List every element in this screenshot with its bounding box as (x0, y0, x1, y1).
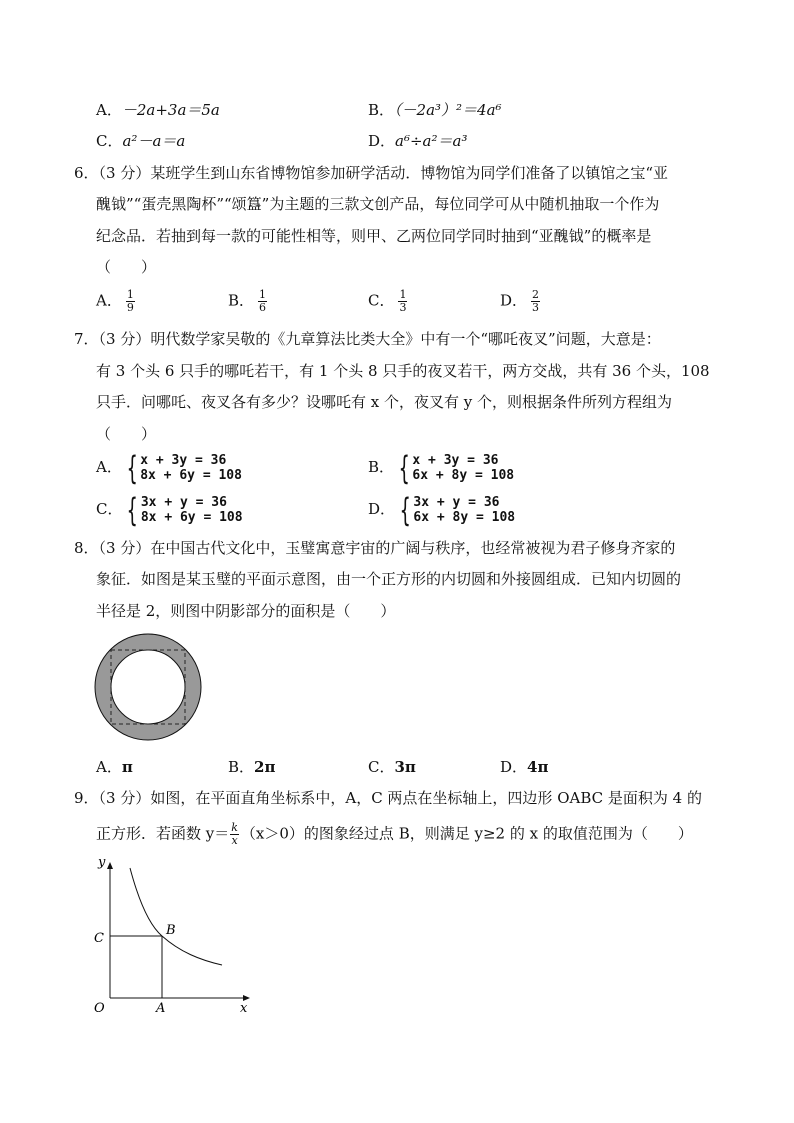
q7-answer-blank: （ ） (96, 425, 157, 443)
q5-option-a-text: －2a+3a＝5a (121, 101, 220, 119)
equation-1: 3x + y = 36 (413, 495, 500, 510)
q6-option-d-fraction (531, 289, 540, 314)
jade-disc-figure (92, 628, 204, 746)
q5-option-b[interactable] (368, 100, 502, 120)
fraction-denominator: x (231, 834, 238, 847)
q8-option-c[interactable] (368, 757, 416, 777)
q8-stem-line-1: 8．（3 分）在中国古代文化中，玉璧寓意宇宙的广阔与秩序，也经常被视为君子修身齐家的 (74, 539, 676, 557)
equation-2: 8x + 6y = 108 (140, 468, 242, 483)
fraction-numerator: 2 (532, 288, 540, 301)
q7-option-a-system (122, 449, 242, 487)
q5-option-c-text: a²－a＝a (122, 132, 186, 150)
equation-2: 6x + 8y = 108 (413, 510, 516, 525)
y-axis-arrow-icon (107, 862, 113, 869)
q7-option-b[interactable] (368, 449, 515, 487)
q6-option-c-label: C． (368, 291, 395, 310)
q8-option-d-text: 4π (527, 758, 549, 776)
left-brace-icon: { (399, 491, 411, 529)
q9-stem-line-1: 9．（3 分）如图，在平面直角坐标系中，A，C 两点在坐标轴上，四边形 OABC 是面积为 4 的 (74, 789, 702, 807)
q6-stem-line-3: 纪念品．若抽到每一款的可能性相等，则甲、乙两位同学同时抽到“亚醜钺”的概率是 (96, 227, 652, 245)
equation-2: 8x + 6y = 108 (140, 510, 243, 525)
fraction-denominator: 9 (126, 301, 134, 314)
q8-stem-line-2: 象征．如图是某玉璧的平面示意图，由一个正方形的内切圆和外接圆组成．已知内切圆的 (96, 570, 682, 588)
q6-option-a-fraction (126, 289, 135, 314)
q7-option-b-system (394, 449, 515, 487)
equation-2: 6x + 8y = 108 (412, 468, 515, 483)
q5-option-d[interactable] (368, 131, 467, 151)
q8-option-b[interactable] (228, 757, 275, 777)
inner-circle (111, 650, 185, 724)
label-o: O (94, 1001, 105, 1012)
fraction-numerator: 1 (126, 288, 134, 301)
fraction-denominator: 3 (399, 301, 407, 314)
q6-option-a-label: A． (96, 291, 122, 310)
q9-stem-line-2-end: （x＞0）的图象经过点 B，则满足 y≥2 的 x 的取值范围为（ ） (240, 824, 693, 843)
q5-option-c-label: C． (96, 132, 123, 150)
label-x: x (240, 1001, 248, 1012)
fraction-numerator: 1 (259, 288, 267, 301)
q8-option-c-label: C． (368, 758, 395, 776)
q8-option-d[interactable] (500, 757, 548, 777)
q6-option-c[interactable] (368, 289, 407, 314)
q5-option-c[interactable] (96, 131, 185, 151)
equation-1: x + 3y = 36 (412, 453, 499, 468)
q5-option-a-label: A． (96, 101, 122, 119)
q6-option-d[interactable] (500, 289, 540, 314)
q6-option-b-fraction (258, 289, 267, 314)
q7-option-a[interactable] (96, 449, 242, 487)
q5-option-d-label: D． (368, 132, 396, 150)
q8-option-c-text: 3π (394, 758, 416, 776)
q8-option-a-text: π (121, 758, 133, 776)
q8-option-b-text: 2π (254, 758, 276, 776)
q7-option-d[interactable] (368, 491, 516, 529)
label-c: C (94, 931, 104, 946)
q6-option-b-label: B． (228, 291, 255, 310)
fraction-denominator: 6 (259, 301, 267, 314)
q7-stem-line-3: 只手．问哪吒、夜叉各有多少？设哪吒有 x 个，夜叉有 y 个，则根据条件所列方程组为 (96, 393, 673, 411)
q9-stem-line-2 (96, 822, 693, 847)
q7-stem-line-1: 7．（3 分）明代数学家吴敬的《九章算法比类大全》中有一个“哪吒夜叉”问题，大意是： (74, 330, 661, 348)
q5-option-d-text: a⁶÷a²＝a³ (395, 132, 468, 150)
q6-stem-line-1: 6．（3 分）某班学生到山东省博物馆参加研学活动．博物馆为同学们准备了以镇馆之宝“亚 (74, 164, 669, 182)
equation-1: 3x + y = 36 (140, 495, 227, 510)
equation-1: x + 3y = 36 (140, 453, 227, 468)
q6-option-b[interactable] (228, 289, 267, 314)
q7-option-c-label: C． (96, 500, 123, 518)
q8-option-d-label: D． (500, 758, 528, 776)
q8-option-a[interactable] (96, 757, 133, 777)
q5-option-b-label: B． (368, 101, 395, 119)
coordinate-graph-figure (88, 852, 258, 1012)
hyperbola-curve (130, 868, 222, 965)
q8-option-a-label: A． (96, 758, 122, 776)
q6-stem-line-2: 醜钺”“蛋壳黑陶杯”“颂簋”为主题的三款文创产品，每位同学可从中随机抽取一个作为 (96, 195, 660, 213)
fraction-denominator: 3 (532, 301, 540, 314)
q5-option-a[interactable] (96, 100, 220, 120)
q9-stem-line-2-start: 正方形．若函数 y＝ (96, 824, 230, 843)
fraction-numerator: k (231, 821, 238, 834)
q7-option-b-label: B． (368, 458, 395, 476)
q6-option-d-label: D． (500, 291, 528, 310)
q7-option-d-system (395, 491, 516, 529)
left-brace-icon: { (126, 449, 138, 487)
left-brace-icon: { (127, 491, 139, 529)
q6-option-c-fraction (398, 289, 407, 314)
q6-option-a[interactable] (96, 289, 135, 314)
q8-stem-line-3: 半径是 2，则图中阴影部分的面积是（ ） (96, 602, 396, 620)
q7-option-c[interactable] (96, 491, 243, 529)
left-brace-icon: { (398, 449, 410, 487)
q9-function-fraction (230, 822, 239, 847)
q7-option-a-label: A． (96, 458, 122, 476)
q7-stem-line-2: 有 3 个头 6 只手的哪吒若干，有 1 个头 8 只手的夜叉若干，两方交战，共有 36 个头，108 (96, 362, 710, 380)
q6-answer-blank: （ ） (96, 258, 157, 276)
q7-option-d-label: D． (368, 500, 396, 518)
label-y: y (98, 855, 106, 870)
q7-option-c-system (122, 491, 243, 529)
q8-option-b-label: B． (228, 758, 255, 776)
label-a: A (156, 1001, 166, 1012)
fraction-numerator: 1 (399, 288, 407, 301)
q5-option-b-text: （－2a³）²＝4a⁶ (394, 101, 502, 119)
label-b: B (166, 923, 176, 938)
